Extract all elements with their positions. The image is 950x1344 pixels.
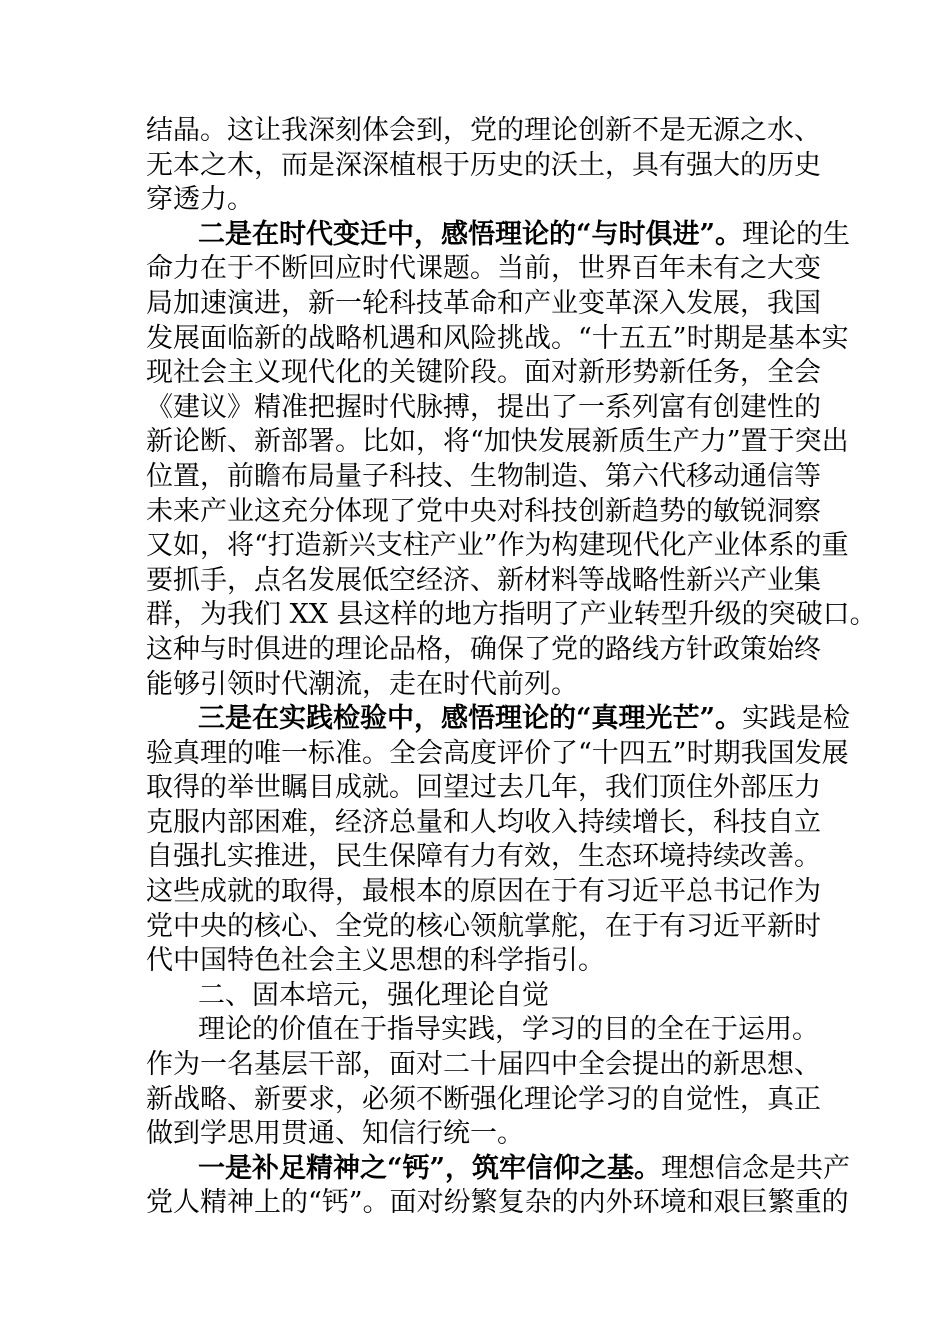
- line-text: 理论的生: [742, 218, 851, 250]
- paragraph-line: 结晶。这让我深刻体会到，党的理论创新不是无源之水、: [146, 115, 821, 146]
- paragraph-line: 现社会主义现代化的关键阶段。面对新形势新任务，全会: [146, 357, 821, 389]
- section-heading: 二、固本培元，强化理论自觉: [198, 979, 549, 1011]
- paragraph-line: 能够引领时代潮流，走在时代前列。: [146, 668, 578, 700]
- bold-heading: 二是在时代变迁中，感悟理论的“与时俱进”。: [198, 218, 743, 250]
- bold-heading: 一是补足精神之“钙”，筑牢信仰之基。: [198, 1152, 662, 1184]
- paragraph-line: [146, 702, 851, 737]
- paragraph-line: 发展面临新的战略机遇和风险挑战。“十五五”时期是基本实: [146, 322, 849, 354]
- paragraph-line: 未来产业这充分体现了党中央对科技创新趋势的敏锐洞察: [146, 495, 821, 527]
- paragraph-line: 新论断、新部署。比如，将“加快发展新质生产力”置于突出: [146, 426, 849, 458]
- paragraph-line: 这些成就的取得，最根本的原因在于有习近平总书记作为: [146, 876, 821, 908]
- paragraph-line: 理论的价值在于指导实践，学习的目的全在于运用。: [198, 1014, 819, 1046]
- paragraph-line: 《建议》精准把握时代脉搏，提出了一系列富有创建性的: [146, 391, 821, 423]
- paragraph-line: 党人精神上的“钙”。面对纷繁复杂的内外环境和艰巨繁重的: [146, 1187, 849, 1219]
- paragraph-line: 这种与时俱进的理论品格，确保了党的路线方针政策始终: [146, 633, 821, 665]
- paragraph-line: 作为一名基层干部，面对二十届四中全会提出的新思想、: [146, 1049, 821, 1081]
- paragraph-line: [146, 218, 851, 253]
- paragraph-line: 位置，前瞻布局量子科技、生物制造、第六代移动通信等: [146, 460, 821, 492]
- paragraph-line: 自强扎实推进，民生保障有力有效，生态环境持续改善。: [146, 841, 821, 873]
- paragraph-line: 党中央的核心、全党的核心领航掌舵，在于有习近平新时: [146, 910, 821, 942]
- document-body: [146, 114, 877, 1221]
- paragraph-line: 取得的举世瞩目成就。回望过去几年，我们顶住外部压力: [146, 772, 821, 804]
- paragraph-line: 命力在于不断回应时代课题。当前，世界百年未有之大变: [146, 253, 821, 285]
- bold-heading: 三是在实践检验中，感悟理论的“真理光芒”。: [198, 703, 743, 735]
- paragraph-line: 克服内部困难，经济总量和人均收入持续增长，科技自立: [146, 806, 821, 838]
- paragraph-line: 又如，将“打造新兴支柱产业”作为构建现代化产业体系的重: [146, 530, 849, 562]
- paragraph-line: 群，为我们 XX 县这样的地方指明了产业转型升级的突破口。: [146, 599, 877, 631]
- paragraph-line: 穿透力。: [146, 184, 254, 216]
- paragraph-line: 新战略、新要求，必须不断强化理论学习的自觉性，真正: [146, 1083, 821, 1115]
- line-text: 理想信念是共产: [661, 1152, 851, 1184]
- paragraph-line: 无本之木，而是深深植根于历史的沃土，具有强大的历史: [146, 149, 821, 181]
- paragraph-line: 要抓手，点名发展低空经济、新材料等战略性新兴产业集: [146, 564, 821, 596]
- paragraph-line: 验真理的唯一标准。全会高度评价了“十四五”时期我国发展: [146, 737, 849, 769]
- paragraph-line: 做到学思用贯通、知信行统一。: [146, 1118, 524, 1150]
- line-text: 实践是检: [742, 703, 851, 735]
- paragraph-line: [146, 1152, 851, 1187]
- paragraph-line: 代中国特色社会主义思想的科学指引。: [146, 945, 605, 977]
- paragraph-line: 局加速演进，新一轮科技革命和产业变革深入发展，我国: [146, 287, 821, 319]
